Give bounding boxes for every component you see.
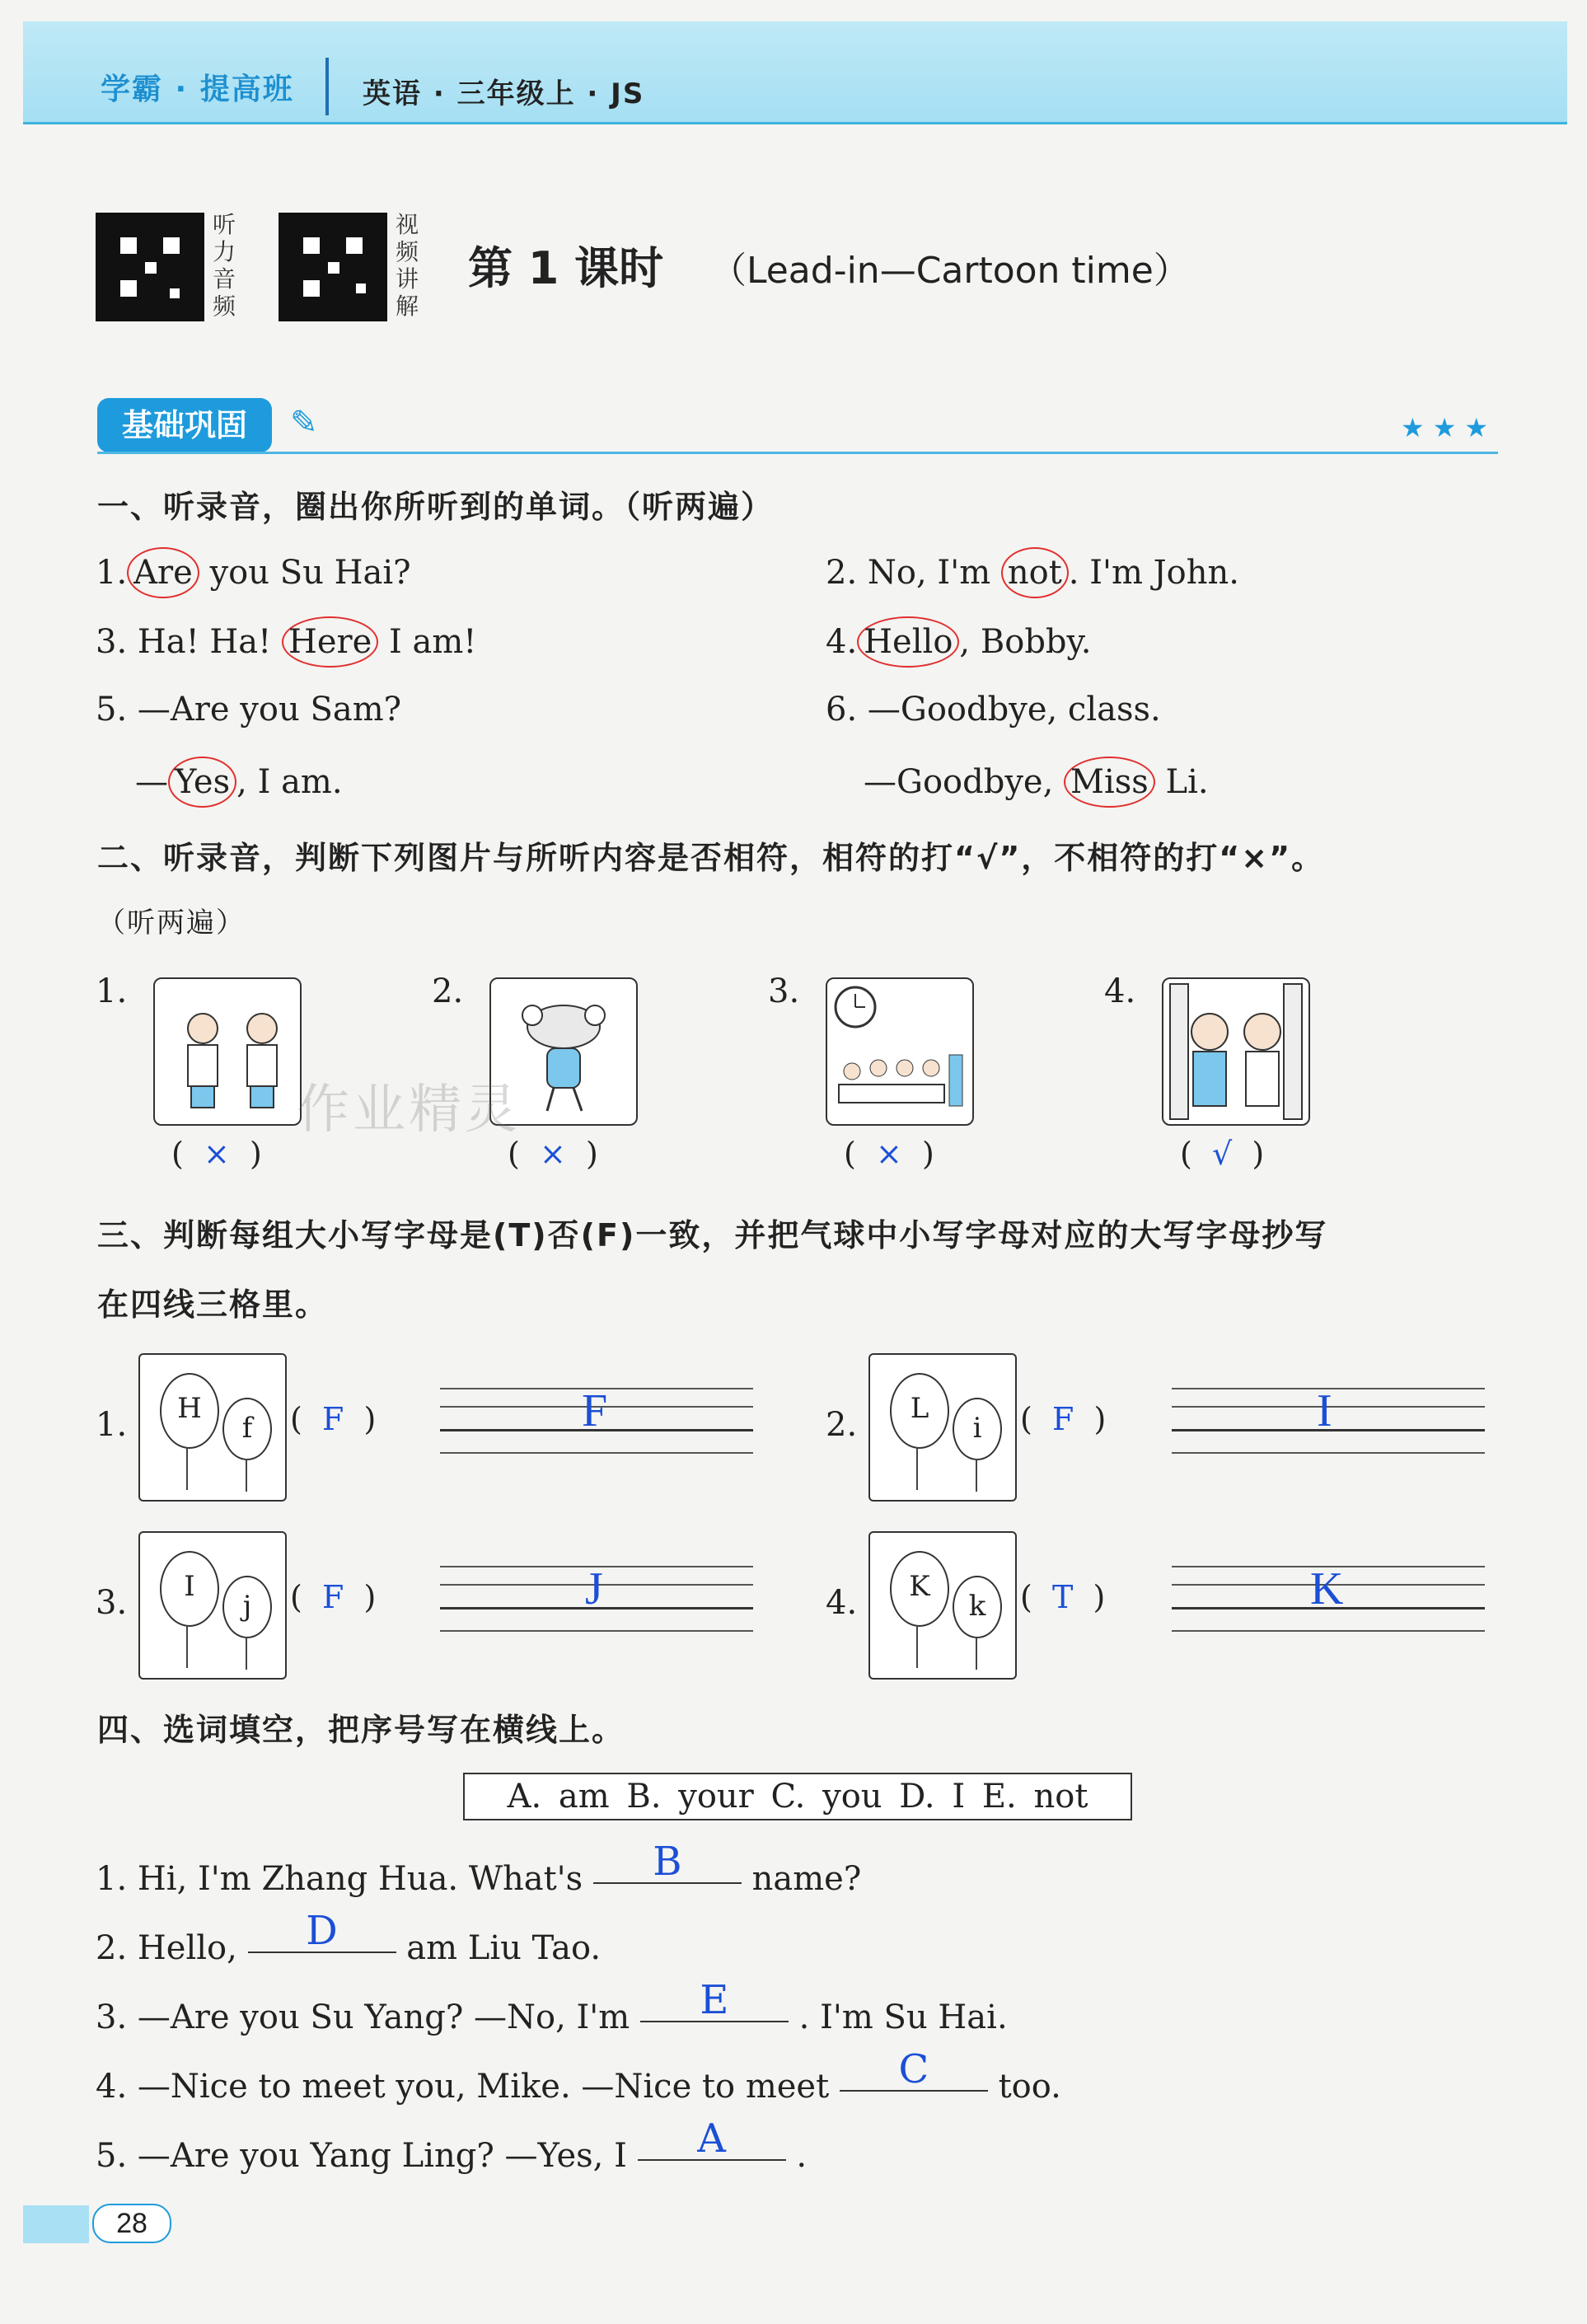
- classroom-clock-icon: [827, 979, 972, 1124]
- difficulty-stars: ★★★: [1401, 412, 1497, 443]
- answer-blank[interactable]: C: [840, 2049, 988, 2092]
- q1-item-5-line2: — Yes , I am.: [135, 757, 343, 808]
- four-line-grid-2: [1172, 1385, 1485, 1454]
- written-letter: K: [1310, 1563, 1344, 1614]
- answer-blank[interactable]: D: [248, 1910, 396, 1953]
- qr-listen-label: 听力音频: [213, 211, 236, 320]
- circled-word: Here: [282, 616, 378, 668]
- qr-code-video[interactable]: [279, 213, 387, 321]
- word-options-box: A. am B. your C. you D. I E. not: [463, 1773, 1132, 1820]
- q2-answer-4: ( √ ): [1180, 1136, 1265, 1172]
- balloon-pair-3: [138, 1531, 287, 1680]
- circled-word: Are: [127, 547, 199, 598]
- q4-item-2: 2. Hello, D am Liu Tao.: [96, 1908, 602, 1967]
- four-line-grid-3: [440, 1563, 753, 1632]
- qr-video-label: 视频讲解: [396, 211, 419, 320]
- q1-item-5-line1: 5. —Are you Sam?: [96, 691, 402, 729]
- balloon-uppercase: K: [890, 1551, 949, 1627]
- q3-judge-4: ( T ): [1020, 1579, 1106, 1615]
- q3-num-2: 2.: [826, 1406, 858, 1444]
- brand-title: 学霸 · 提高班: [101, 73, 294, 106]
- picture-classroom: [826, 977, 974, 1126]
- header-divider: [23, 122, 1567, 124]
- q3-num-4: 4.: [826, 1584, 858, 1622]
- q3-judge-1: ( F ): [290, 1401, 377, 1437]
- balloon-pair-1: [138, 1353, 287, 1502]
- balloon-pair-4: [868, 1531, 1017, 1680]
- balloon-lowercase: i: [953, 1398, 1002, 1460]
- q2-num-3: 3.: [768, 972, 800, 1010]
- section-badge: 基础巩固: [97, 398, 272, 452]
- section-divider: [97, 452, 1498, 454]
- q1-item-3: 3. Ha! Ha! Here I am!: [96, 616, 476, 668]
- q4-item-3: 3. —Are you Su Yang? —No, I'm E . I'm Su Hai.: [96, 1977, 1008, 2036]
- q2-num-1: 1.: [96, 972, 128, 1010]
- lesson-subtitle: （Lead-in—Cartoon time）: [710, 250, 1190, 292]
- page-band: [23, 2205, 89, 2243]
- circled-word: Yes: [168, 757, 236, 808]
- picture-boy-girl-door: [1162, 977, 1310, 1126]
- balloon-lowercase: j: [222, 1576, 272, 1638]
- written-letter: J: [585, 1563, 603, 1614]
- balloon-uppercase: H: [160, 1373, 219, 1449]
- subject-label: 英语 · 三年级上 · JS: [363, 77, 645, 110]
- q4-heading: 四、选词填空，把序号写在横线上。: [97, 1712, 625, 1748]
- watermark-text: 作业精灵: [297, 1080, 521, 1141]
- balloon-uppercase: I: [160, 1551, 219, 1627]
- brand-arrow-icon: [325, 58, 329, 115]
- balloon-lowercase: k: [953, 1576, 1002, 1638]
- q1-item-4: 4. Hello , Bobby.: [826, 616, 1092, 668]
- q2-answer-1: ( × ): [171, 1136, 262, 1172]
- balloon-pair-2: [868, 1353, 1017, 1502]
- q4-item-1: 1. Hi, I'm Zhang Hua. What's B name?: [96, 1839, 862, 1898]
- picture-children-greeting: [153, 977, 302, 1126]
- q1-item-6-line1: 6. —Goodbye, class.: [826, 691, 1161, 729]
- four-line-grid-4: [1172, 1563, 1485, 1632]
- pencil-icon: ✎: [290, 404, 318, 442]
- q2-num-4: 4.: [1104, 972, 1136, 1010]
- q1-item-6-line2: —Goodbye, Miss Li.: [864, 757, 1209, 808]
- q2-num-2: 2.: [432, 972, 464, 1010]
- answer-blank[interactable]: A: [638, 2118, 786, 2161]
- page-number: 28: [92, 2204, 171, 2243]
- q4-item-5: 5. —Are you Yang Ling? —Yes, I A .: [96, 2115, 808, 2175]
- q1-heading: 一、听录音，圈出你所听到的单词。（听两遍）: [97, 489, 775, 525]
- q4-item-4: 4. —Nice to meet you, Mike. —Nice to meet C too.: [96, 2046, 1061, 2106]
- q2-answer-3: ( × ): [844, 1136, 934, 1172]
- written-letter: F: [582, 1385, 608, 1436]
- q2-heading-note: （听两遍）: [97, 907, 246, 939]
- q2-answer-2: ( × ): [508, 1136, 598, 1172]
- lesson-title: 第 1 课时: [468, 242, 664, 294]
- answer-blank[interactable]: B: [593, 1841, 742, 1884]
- q2-heading: 二、听录音，判断下列图片与所听内容是否相符，相符的打“√”，不相符的打“×”。: [97, 840, 1325, 876]
- balloon-uppercase: L: [890, 1373, 949, 1449]
- q3-heading-2: 在四线三格里。: [97, 1286, 329, 1323]
- children-greeting-icon: [155, 979, 300, 1124]
- q1-item-2: 2. No, I'm not . I'm John.: [826, 547, 1239, 598]
- answer-blank[interactable]: E: [640, 1980, 789, 2022]
- q3-judge-3: ( F ): [290, 1579, 377, 1615]
- q3-num-3: 3.: [96, 1584, 128, 1622]
- four-line-grid-1: [440, 1385, 753, 1454]
- written-letter: I: [1317, 1385, 1332, 1436]
- q3-num-1: 1.: [96, 1406, 128, 1444]
- circled-word: Miss: [1064, 757, 1155, 808]
- q3-heading: 三、判断每组大小写字母是(T)否(F)一致，并把气球中小写字母对应的大写字母抄写: [97, 1217, 1328, 1253]
- circled-word: Hello: [857, 616, 959, 668]
- boy-girl-door-icon: [1163, 979, 1308, 1124]
- circled-word: not: [1001, 547, 1069, 598]
- q3-judge-2: ( F ): [1020, 1401, 1107, 1437]
- q1-item-1: 1. Are you Su Hai?: [96, 547, 411, 598]
- balloon-lowercase: f: [222, 1398, 272, 1460]
- qr-code-listen[interactable]: [96, 213, 204, 321]
